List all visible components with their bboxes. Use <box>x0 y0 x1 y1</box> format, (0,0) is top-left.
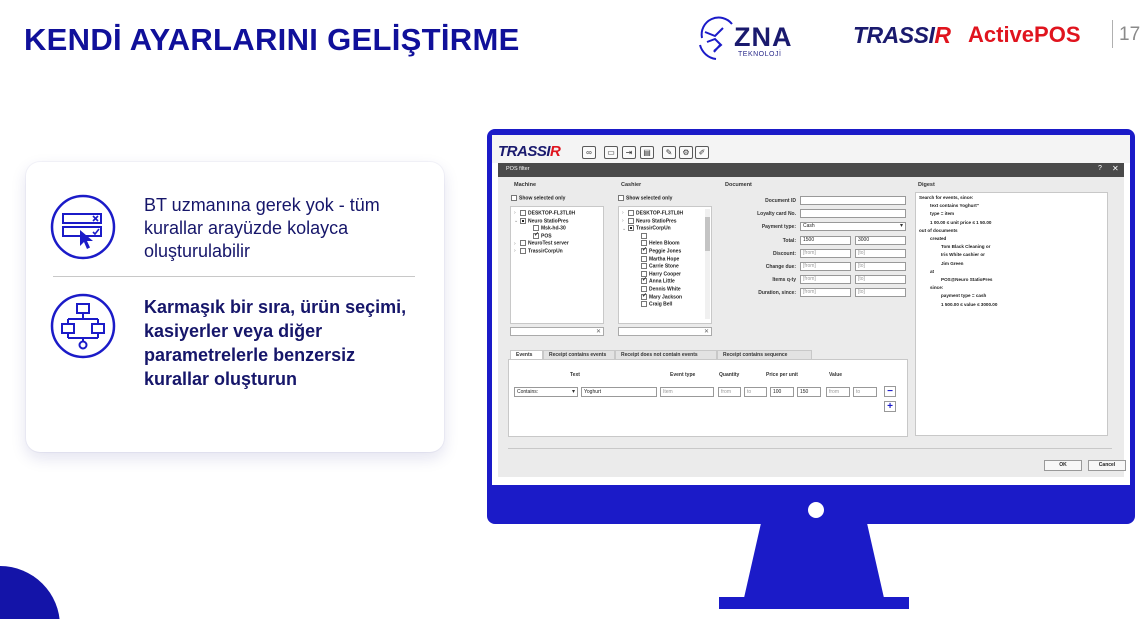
page-title: KENDİ AYARLARINI GELİŞTİRME <box>24 22 520 57</box>
digest-line: since: <box>930 285 944 291</box>
page-number-divider <box>1112 20 1113 48</box>
chevron-right-icon[interactable]: › <box>514 240 516 247</box>
machine-item-checkbox[interactable] <box>520 210 526 216</box>
document-field-input-to[interactable]: [to] <box>855 288 906 297</box>
cashier-item-checkbox[interactable] <box>641 263 647 269</box>
document-field-input[interactable] <box>800 209 906 218</box>
machine-item-checkbox[interactable] <box>520 218 526 224</box>
cashier-item-checkbox[interactable] <box>628 210 634 216</box>
dialog-title: POS filter <box>506 166 530 172</box>
chevron-right-icon[interactable]: › <box>514 210 516 217</box>
cashier-item-label: TrassirCorpUn <box>636 225 671 232</box>
zna-logo-text: ZNA <box>734 22 793 52</box>
card-divider <box>53 276 415 277</box>
cashier-show-selected[interactable] <box>618 195 672 201</box>
digest-label: Digest <box>918 182 935 188</box>
cashier-item-checkbox[interactable] <box>628 218 634 224</box>
cashier-item-label: Helen Bloom <box>649 240 680 247</box>
cashier-tree-item[interactable] <box>622 218 677 224</box>
digest-line: type = item <box>930 211 955 217</box>
digest-line: Tom Black Cleaning or <box>941 244 991 250</box>
cancel-button[interactable]: Cancel <box>1088 460 1126 471</box>
document-field-input-to[interactable]: [to] <box>855 275 906 284</box>
machine-item-label: Neuro StatioPres <box>528 217 569 224</box>
cashier-tree-item[interactable] <box>635 248 681 254</box>
remove-row-button[interactable]: − <box>884 386 896 397</box>
toolbar-screen-icon[interactable]: ▤ <box>640 146 654 159</box>
feature-card <box>26 162 444 452</box>
events-panel <box>508 359 908 437</box>
tab-3[interactable]: Receipt contains sequence <box>717 350 812 360</box>
digest-line: created <box>930 236 947 241</box>
machine-item-label: Msk-hd-30 <box>541 225 566 232</box>
event-mode-select[interactable]: Contains: ▾ <box>514 387 578 397</box>
cashier-tree-item[interactable] <box>635 263 679 269</box>
cashier-item-label: Anna Little <box>649 278 675 285</box>
help-icon[interactable]: ? <box>1098 165 1102 172</box>
cashier-item-checkbox[interactable] <box>641 233 647 239</box>
document-field-input[interactable]: [from] <box>800 288 851 297</box>
document-label: Document <box>725 182 752 188</box>
chevron-right-icon[interactable]: › <box>622 210 624 217</box>
cashier-item-checkbox[interactable] <box>641 278 647 284</box>
cashier-item-checkbox[interactable] <box>641 294 647 300</box>
dialog-titlebar <box>498 163 1124 177</box>
cashier-item-checkbox[interactable] <box>641 256 647 262</box>
flowchart-icon <box>50 293 116 359</box>
cashier-tree-item[interactable] <box>635 233 649 239</box>
digest-line: text contains Yoghurt" <box>930 203 979 209</box>
machine-label: Machine <box>514 182 537 188</box>
document-field-label: Payment type: <box>761 224 796 231</box>
digest-line: 1 00.00 ≤ unit price ≤ 1 50.00 <box>930 219 992 225</box>
footer-divider <box>508 448 1112 449</box>
chevron-right-icon[interactable]: › <box>622 217 624 224</box>
monitor-stand <box>744 524 884 598</box>
price-to-input[interactable]: 150 <box>797 387 821 397</box>
chevron-right-icon[interactable]: › <box>514 248 516 255</box>
machine-search-clear-icon[interactable]: ✕ <box>595 329 601 335</box>
document-field-input-to[interactable]: [to] <box>855 262 906 271</box>
toolbar-edit-icon[interactable]: ✐ <box>695 146 709 159</box>
cashier-tree-item[interactable] <box>622 210 683 216</box>
cashier-tree-item[interactable] <box>635 256 679 262</box>
trassir-logo-r: R <box>934 22 951 48</box>
monitor-base <box>719 597 909 609</box>
document-field-input-to[interactable]: 3000 <box>855 236 906 245</box>
monitor-power-dot <box>808 502 824 518</box>
corner-decoration <box>0 566 60 619</box>
document-field-input[interactable]: [from] <box>800 249 851 258</box>
digest-line: Iris White cashier or <box>941 252 985 258</box>
cashier-item-label: DESKTOP-FL3TL0H <box>636 210 684 217</box>
machine-item-checkbox[interactable] <box>520 248 526 254</box>
app-toolbar <box>492 135 1130 163</box>
col-header-event-type: Event type <box>670 372 696 378</box>
event-type-input[interactable]: Item <box>660 387 714 397</box>
price-from-input[interactable]: 100 <box>770 387 794 397</box>
app-logo-r: R <box>550 143 561 160</box>
cashier-tree-item[interactable] <box>635 294 682 300</box>
cashier-item-label: Mary Jackson <box>649 293 683 300</box>
machine-tree <box>510 206 604 324</box>
cashier-item-label: Martha Hope <box>649 255 680 262</box>
zna-globe-icon <box>700 18 732 59</box>
tab-1[interactable]: Receipt contains events <box>543 350 615 360</box>
cashier-show-selected-checkbox[interactable] <box>618 195 624 201</box>
digest-line: at <box>930 268 935 274</box>
event-text-input[interactable]: Yoghurt <box>581 387 657 397</box>
document-field-label: Change due: <box>765 264 796 270</box>
col-header-price: Price per unit <box>766 372 798 378</box>
toolbar-export-icon[interactable]: ⇥ <box>622 146 636 159</box>
zna-logo-subtitle: TEKNOLOJİ <box>738 51 782 58</box>
machine-tree-item[interactable] <box>527 225 566 231</box>
cashier-scrollbar-thumb[interactable] <box>705 217 710 251</box>
feature-text-no-it-expert: BT uzmanına gerek yok - tüm kurallar arayüzde kolayca oluşturulabilir <box>144 195 380 261</box>
activepos-logo: ActivePOS <box>968 22 1081 47</box>
pos-filter-app <box>492 135 1130 485</box>
cashier-item-label: Harry Cooper <box>649 271 681 278</box>
machine-search-input[interactable] <box>510 327 604 336</box>
cashier-item-label: Peggie Jones <box>649 248 682 255</box>
document-field-label: Duration, since: <box>758 290 796 297</box>
ok-button[interactable]: OK <box>1044 460 1082 471</box>
cashier-tree-item[interactable] <box>635 278 675 284</box>
quantity-from-input[interactable]: from <box>718 387 741 397</box>
document-field-input[interactable]: [from] <box>800 275 851 284</box>
cashier-tree <box>618 206 712 324</box>
cashier-item-label: Craig Bell <box>649 301 673 308</box>
trassir-logo <box>853 22 950 49</box>
app-logo-main: TRASSI <box>498 143 551 160</box>
toolbar-tools-icon[interactable]: ✎ <box>662 146 676 159</box>
machine-item-checkbox[interactable] <box>533 233 539 239</box>
document-field-label: Discount: <box>772 250 796 257</box>
monitor-screen <box>492 135 1130 485</box>
add-row-button[interactable]: + <box>884 401 896 412</box>
cashier-search-input[interactable] <box>618 327 712 336</box>
chevron-down-icon[interactable]: ⌄ <box>514 217 519 224</box>
document-field-input[interactable]: [from] <box>800 262 851 271</box>
value-from-input[interactable]: from <box>826 387 850 397</box>
trassir-logo-main: TRASSI <box>853 22 935 48</box>
cashier-item-checkbox[interactable] <box>641 301 647 307</box>
digest-line: payment type = cash <box>941 293 987 299</box>
page-number: 17 <box>1119 24 1141 45</box>
cashier-tree-item[interactable] <box>622 225 671 231</box>
machine-show-selected-label: Show selected only <box>519 195 566 202</box>
tab-0[interactable]: Events <box>510 350 543 360</box>
feature-text-unique-rules: Karmaşık bir sıra, ürün seçimi, kasiyerler veya diğer parametrelerle benzersiz kurallar oluşturun <box>144 297 407 389</box>
cashier-item-label: Neuro StatioPres <box>636 217 677 224</box>
cashier-search-clear-icon[interactable]: ✕ <box>703 329 709 335</box>
col-header-quantity: Quantity <box>719 372 740 378</box>
cashier-scrollbar[interactable] <box>705 209 710 319</box>
machine-item-label: NeuroTest server <box>528 240 569 247</box>
document-field-input[interactable]: 1500 <box>800 236 851 245</box>
app-trassir-logo <box>498 143 560 160</box>
machine-item-label: DESKTOP-FL3TL0H <box>528 210 576 217</box>
quantity-to-input[interactable]: to <box>744 387 767 397</box>
chevron-down-icon[interactable]: ⌄ <box>622 225 627 232</box>
cashier-show-selected-label: Show selected only <box>626 195 673 202</box>
col-header-value: Value <box>829 372 843 378</box>
toolbar-window-icon[interactable]: ▭ <box>604 146 618 159</box>
document-field-label: Loyalty card No. <box>757 211 796 218</box>
digest-panel <box>915 192 1108 436</box>
document-field-input-to[interactable]: [to] <box>855 249 906 258</box>
tab-2[interactable]: Receipt does not contain events <box>615 350 717 360</box>
machine-item-label: TrassirCorpUn <box>528 248 563 255</box>
machine-tree-item[interactable] <box>514 240 569 246</box>
cashier-item-label: Dennis White <box>649 286 681 293</box>
digest-line: Search for events, since: <box>919 195 974 200</box>
machine-show-selected-checkbox[interactable] <box>511 195 517 201</box>
digest-line: out of documents <box>919 227 958 233</box>
document-panel <box>720 180 909 335</box>
cashier-item-checkbox[interactable] <box>628 225 634 231</box>
toolbar-settings-icon[interactable]: ⚙ <box>679 146 693 159</box>
document-field-label: Items q-ty <box>772 277 796 284</box>
cashier-tree-item[interactable] <box>635 301 672 307</box>
machine-tree-item[interactable] <box>514 210 575 216</box>
document-field-label: Document ID <box>765 198 796 204</box>
cashier-item-checkbox[interactable] <box>641 248 647 254</box>
ui-form-cursor-icon <box>50 194 116 260</box>
cashier-label: Cashier <box>621 182 642 188</box>
dialog-body <box>498 177 1124 477</box>
document-field-input[interactable] <box>800 196 906 205</box>
document-field-label: Total: <box>782 237 796 244</box>
digest-line: 1 500.00 ≤ value ≤ 3000.00 <box>941 301 998 307</box>
digest-line: POS@Neuro StatioPres <box>941 277 993 282</box>
col-header-text: Text <box>570 372 580 378</box>
value-to-input[interactable]: to <box>853 387 877 397</box>
machine-show-selected[interactable] <box>511 195 565 201</box>
machine-tree-item[interactable] <box>514 248 563 254</box>
toolbar-link-icon[interactable]: ∞ <box>582 146 596 159</box>
close-icon[interactable]: ✕ <box>1112 164 1119 173</box>
machine-tree-item[interactable] <box>527 233 552 239</box>
machine-tree-item[interactable] <box>514 218 569 224</box>
machine-item-checkbox[interactable] <box>520 240 526 246</box>
document-field-input[interactable]: Cash ▾ <box>800 222 906 231</box>
digest-line: Jim Green <box>941 260 964 266</box>
cashier-item-label: Carrie Stone <box>649 263 679 270</box>
machine-item-label: POS <box>541 233 552 240</box>
